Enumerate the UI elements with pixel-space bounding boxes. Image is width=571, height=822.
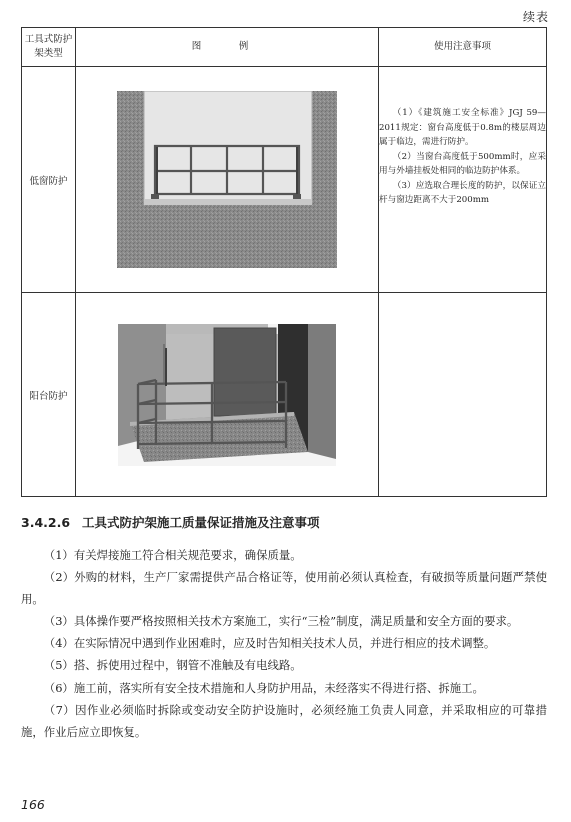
section-title-text: 工具式防护架施工质量保证措施及注意事项 [82, 515, 320, 530]
continuation-note: 续表 [522, 10, 549, 24]
guard-type-label: 阳台防护 [22, 293, 76, 497]
column-header-notes: 使用注意事项 [379, 28, 547, 67]
guard-type-label: 低窗防护 [22, 67, 76, 293]
note-item: （1）《建筑施工安全标准》JGJ 59—2011规定：窗台高度低于0.8m的楼层周边属于临边，需进行防护。 [379, 108, 546, 147]
section-number: 3.4.2.6 [21, 515, 71, 530]
page-number: 166 [21, 797, 45, 812]
body-paragraph: （7）因作业必须临时拆除或变动安全防护设施时，必须经施工负责人同意，并采取相应的可靠措施，作业后应立即恢复。 [21, 702, 547, 739]
table-row-balcony [22, 293, 547, 497]
body-paragraph: （2）外购的材料，生产厂家需提供产品合格证等，使用前必须认真检查，有破损等质量问题严禁使用。 [21, 570, 547, 607]
figure-cell [76, 293, 379, 497]
column-header-type: 工具式防护架类型 [22, 28, 76, 67]
column-header-figure: 图 例 [76, 28, 379, 67]
section-body [21, 544, 547, 743]
guard-type-table [21, 27, 547, 497]
notes-cell [379, 67, 547, 293]
section-heading [21, 513, 320, 531]
balcony-guard-illustration [118, 324, 336, 466]
note-item: （3）应选取合理长度的防护，以保证立杆与窗边距离不大于200mm [379, 180, 546, 205]
body-paragraph: （1）有关焊接施工符合相关规范要求，确保质量。 [43, 548, 302, 562]
body-paragraph: （4）在实际情况中遇到作业困难时，应及时告知相关技术人员，并进行相应的技术调整。 [43, 636, 496, 651]
low-window-guard-illustration [117, 91, 337, 268]
figure-cell [76, 67, 379, 293]
notes-cell-empty [379, 293, 547, 497]
table-row-low-window [22, 67, 547, 293]
body-paragraph: （3）具体操作要严格按照相关技术方案施工，实行“三检”制度，满足质量和安全方面的要求。 [43, 614, 519, 629]
body-paragraph: （6）施工前，落实所有安全技术措施和人身防护用品，未经落实不得进行搭、拆施工。 [43, 680, 484, 695]
note-item: （2）当窗台高度低于500mm时，应采用与外墙挂板处相同的临边防护体系。 [379, 151, 546, 176]
body-paragraph: （5）搭、拆使用过程中，钢管不准触及有电线路。 [43, 658, 302, 673]
